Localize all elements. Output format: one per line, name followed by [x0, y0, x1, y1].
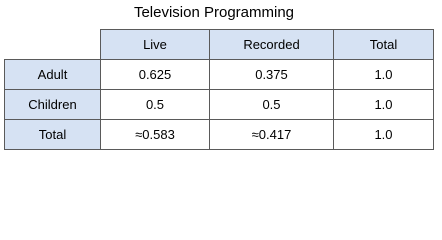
- corner-cell: [5, 30, 101, 60]
- table-row-children: [5, 90, 434, 120]
- row-header-total: Total: [5, 120, 101, 150]
- column-header-live: Live: [101, 30, 210, 60]
- cell-children-live: 0.5: [101, 90, 210, 120]
- two-way-frequency-table: [4, 29, 434, 150]
- column-header-total: Total: [334, 30, 434, 60]
- cell-total-total: 1.0: [334, 120, 434, 150]
- column-header-recorded: Recorded: [210, 30, 334, 60]
- cell-adult-total: 1.0: [334, 60, 434, 90]
- table-title: Television Programming: [133, 4, 295, 21]
- row-header-adult: Adult: [5, 60, 101, 90]
- cell-total-live: ≈0.583: [101, 120, 210, 150]
- table-row-total: [5, 120, 434, 150]
- cell-adult-live: 0.625: [101, 60, 210, 90]
- table-row-adult: [5, 60, 434, 90]
- header-row: [5, 30, 434, 60]
- cell-children-total: 1.0: [334, 90, 434, 120]
- cell-total-recorded: ≈0.417: [210, 120, 334, 150]
- row-header-children: Children: [5, 90, 101, 120]
- cell-children-recorded: 0.5: [210, 90, 334, 120]
- cell-adult-recorded: 0.375: [210, 60, 334, 90]
